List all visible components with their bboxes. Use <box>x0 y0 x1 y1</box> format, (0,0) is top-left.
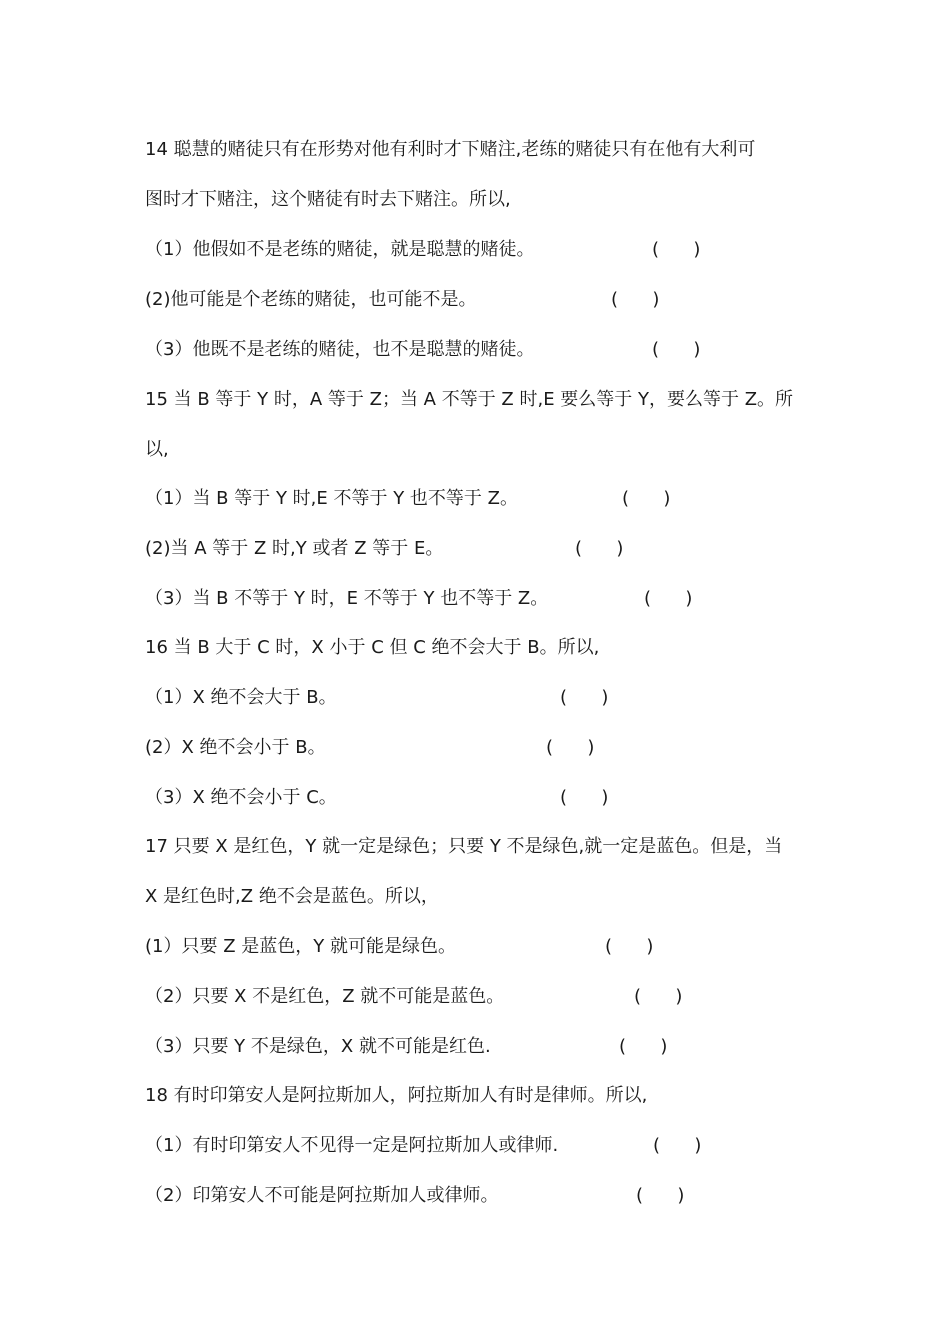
question-16-option-2-answer-blank[interactable]: ( ) <box>546 737 595 758</box>
question-15-stem-line2: 以, <box>145 439 169 460</box>
question-17-option-3-answer-blank[interactable]: ( ) <box>619 1036 668 1057</box>
question-16-option-3-answer-blank[interactable]: ( ) <box>560 787 609 808</box>
question-15-option-3: （3）当 B 不等于 Y 时，E 不等于 Y 也不等于 Z。 <box>145 588 549 609</box>
question-14-stem-line2: 图时才下赌注，这个赌徒有时去下赌注。所以, <box>145 189 511 210</box>
question-14-option-1-answer-blank[interactable]: ( ) <box>652 239 701 260</box>
question-17-stem-line1: 17 只要 X 是红色，Y 就一定是绿色；只要 Y 不是绿色,就一定是蓝色。但是，当 <box>145 836 783 857</box>
question-17-option-1-answer-blank[interactable]: ( ) <box>605 936 654 957</box>
question-17-stem-line2: X 是红色时,Z 绝不会是蓝色。所以， <box>145 886 439 907</box>
question-14-stem-line1: 14 聪慧的赌徒只有在形势对他有利时才下赌注,老练的赌徒只有在他有大利可 <box>145 139 756 160</box>
question-14-option-2-answer-blank[interactable]: ( ) <box>611 289 660 310</box>
question-15-option-2: (2)当 A 等于 Z 时,Y 或者 Z 等于 E。 <box>145 538 444 559</box>
question-16-stem-line1: 16 当 B 大于 C 时，X 小于 C 但 C 绝不会大于 B。所以, <box>145 637 600 658</box>
question-15-option-3-answer-blank[interactable]: ( ) <box>644 588 693 609</box>
question-17-option-2: （2）只要 X 不是红色，Z 就不可能是蓝色。 <box>145 986 505 1007</box>
question-17-option-2-answer-blank[interactable]: ( ) <box>634 986 683 1007</box>
question-14-option-3-answer-blank[interactable]: ( ) <box>652 339 701 360</box>
question-16-option-1: （1）X 绝不会大于 B。 <box>145 687 337 708</box>
question-14-option-2: (2)他可能是个老练的赌徒，也可能不是。 <box>145 289 477 310</box>
question-18-option-2: （2）印第安人不可能是阿拉斯加人或律师。 <box>145 1185 499 1206</box>
question-16-option-2: (2）X 绝不会小于 B。 <box>145 737 326 758</box>
question-14-option-1: （1）他假如不是老练的赌徒，就是聪慧的赌徒。 <box>145 239 535 260</box>
question-16-option-1-answer-blank[interactable]: ( ) <box>560 687 609 708</box>
question-17-option-3: （3）只要 Y 不是绿色，X 就不可能是红色. <box>145 1036 491 1057</box>
question-15-option-1-answer-blank[interactable]: ( ) <box>622 488 671 509</box>
question-15-stem-line1: 15 当 B 等于 Y 时，A 等于 Z；当 A 不等于 Z 时,E 要么等于 Y，要么等于 Z。所 <box>145 389 794 410</box>
question-15-option-1: （1）当 B 等于 Y 时,E 不等于 Y 也不等于 Z。 <box>145 488 518 509</box>
question-16-option-3: （3）X 绝不会小于 C。 <box>145 787 337 808</box>
question-18-option-2-answer-blank[interactable]: ( ) <box>636 1185 685 1206</box>
question-17-option-1: (1）只要 Z 是蓝色，Y 就可能是绿色。 <box>145 936 456 957</box>
question-15-option-2-answer-blank[interactable]: ( ) <box>575 538 624 559</box>
question-18-stem-line1: 18 有时印第安人是阿拉斯加人，阿拉斯加人有时是律师。所以, <box>145 1085 648 1106</box>
question-14-option-3: （3）他既不是老练的赌徒，也不是聪慧的赌徒。 <box>145 339 535 360</box>
question-18-option-1: （1）有时印第安人不见得一定是阿拉斯加人或律师. <box>145 1135 559 1156</box>
question-18-option-1-answer-blank[interactable]: ( ) <box>653 1135 702 1156</box>
